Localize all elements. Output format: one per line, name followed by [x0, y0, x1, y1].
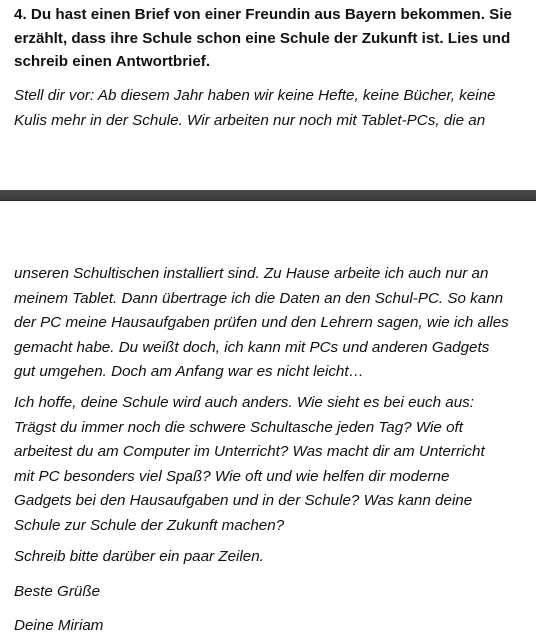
letter-request-text: Schreib bitte darüber ein paar Zeilen. — [14, 548, 264, 565]
letter-line: unseren Schultischen installiert sind. Zu Hause arbeite ich auch nur an — [14, 265, 489, 282]
letter-line: Kulis mehr in der Schule. Wir arbeiten nur noch mit Tablet-PCs, die an — [14, 111, 486, 129]
letter-line: arbeitest du am Computer im Unterricht? Was macht dir am Unterricht — [14, 443, 485, 460]
task-heading-line: erzählt, dass ihre Schule schon eine Schule der Zukunft ist. Lies und — [14, 29, 511, 47]
letter-line: der PC meine Hausaufgaben prüfen und den Lehrern sagen, wie ich alles — [14, 314, 509, 331]
letter-line: Trägst du immer noch die schwere Schultasche jeden Tag? Wie oft — [14, 418, 463, 436]
letter-line: gemacht habe. Du weißt doch, ich kann mit PCs und anderen Gadgets — [14, 338, 490, 356]
letter-line: Stell dir vor: Ab diesem Jahr haben wir keine Hefte, keine Bücher, keine — [14, 87, 496, 104]
page-divider — [0, 190, 536, 201]
letter-closing-text: Beste Grüße — [14, 583, 101, 600]
letter-line: meinem Tablet. Dann übertrage ich die Daten an den Schul-PC. So kann — [14, 289, 504, 307]
letter-line: Schule zur Schule der Zukunft machen? — [14, 516, 285, 534]
letter-signature — [14, 614, 103, 639]
letter-request — [14, 545, 264, 570]
task-heading-line: 4. Du hast einen Brief von einer Freundin aus Bayern bekommen. Sie — [14, 6, 512, 23]
letter-questions-paragraph — [14, 391, 485, 538]
letter-line: mit PC besonders viel Spaß? Wie oft und wie helfen dir moderne — [14, 467, 450, 485]
task-heading-line: schreib einen Antwortbrief. — [14, 53, 211, 70]
letter-signature-text: Deine Miriam — [14, 617, 104, 634]
letter-line: Ich hoffe, deine Schule wird auch anders. Wie sieht es bei euch aus: — [14, 394, 474, 411]
page-top-section — [0, 0, 536, 190]
letter-closing — [14, 580, 100, 605]
task-heading — [14, 3, 524, 74]
letter-line: Gadgets bei den Hausaufgaben und in der Schule? Was kann deine — [14, 492, 473, 509]
letter-line: gut umgehen. Doch am Anfang war es nicht leicht… — [14, 363, 364, 380]
letter-continuation-paragraph — [14, 262, 509, 385]
letter-intro-paragraph — [14, 84, 495, 133]
